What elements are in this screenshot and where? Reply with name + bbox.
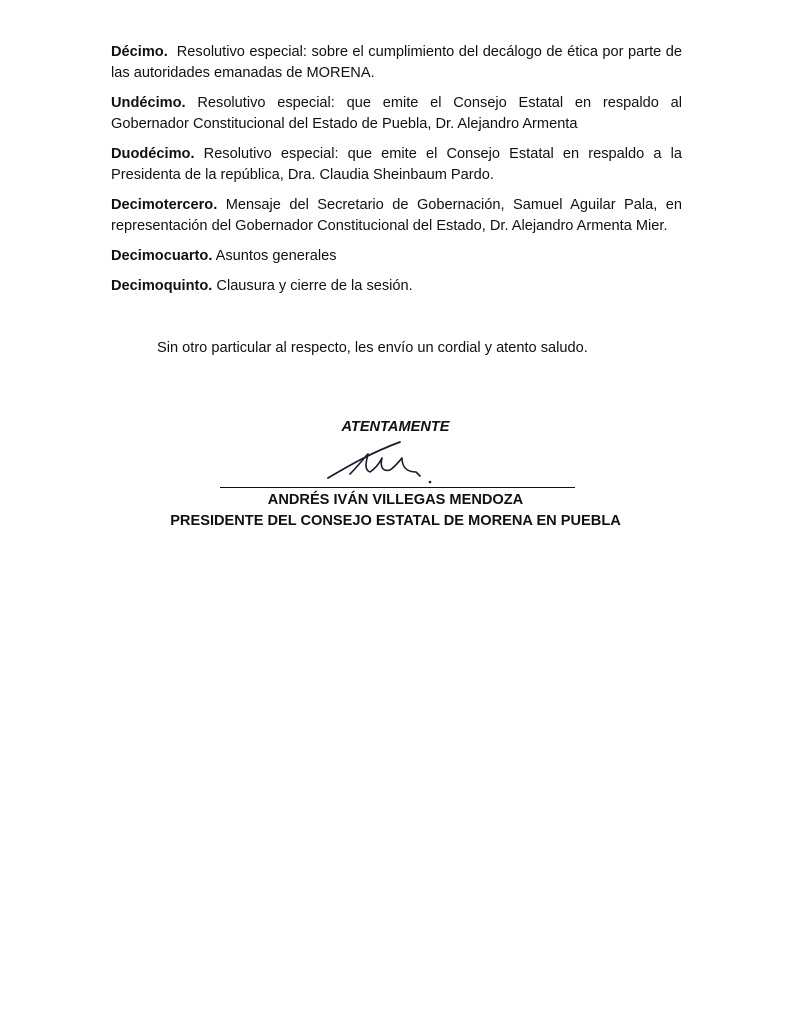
agenda-item-label: Duodécimo. xyxy=(111,146,195,162)
signer-role: PRESIDENTE DEL CONSEJO ESTATAL DE MORENA EN PUEBLA xyxy=(170,513,621,529)
closing-line: Sin otro particular al respecto, les envío un cordial y atento saludo. xyxy=(157,340,588,356)
signature-line xyxy=(220,487,575,488)
agenda-item-text: Mensaje del Secretario de Gobernación, Samuel Aguilar Pala, en representación del Gobernador Constitucional del Estado, Dr. Alejandro Armenta Mier. xyxy=(111,197,682,234)
agenda-item-label: Décimo. xyxy=(111,44,168,60)
agenda-item-label: Decimocuarto. xyxy=(111,248,213,264)
agenda-item-text: Asuntos generales xyxy=(212,248,337,264)
agenda-item-text: Resolutivo especial: sobre el cumplimiento del decálogo de ética por parte de las autoridades emanadas de MORENA. xyxy=(111,44,687,81)
handwritten-signature xyxy=(320,438,440,488)
signer-name: ANDRÉS IVÁN VILLEGAS MENDOZA xyxy=(267,492,524,508)
agenda-item-label: Undécimo. xyxy=(111,95,186,111)
agenda-item xyxy=(111,276,682,297)
agenda-item xyxy=(111,93,682,135)
agenda-item xyxy=(111,144,682,186)
agenda-item xyxy=(111,195,682,237)
agenda-item-text: Resolutivo especial: que emite el Consejo Estatal en respaldo a la Presidenta de la república, Dra. Claudia Sheinbaum Pardo. xyxy=(111,146,682,183)
agenda-item-text: Resolutivo especial: que emite el Consejo Estatal en respaldo al Gobernador Constitucional del Estado de Puebla, Dr. Alejandro Armenta xyxy=(111,95,682,132)
agenda-item-label: Decimotercero. xyxy=(111,197,218,213)
valediction: ATENTAMENTE xyxy=(341,419,450,435)
agenda-item-label: Decimoquinto. xyxy=(111,278,213,294)
agenda-item-text: Clausura y cierre de la sesión. xyxy=(212,278,413,294)
agenda-item xyxy=(111,42,687,84)
agenda-list xyxy=(111,42,687,306)
agenda-item xyxy=(111,246,682,267)
